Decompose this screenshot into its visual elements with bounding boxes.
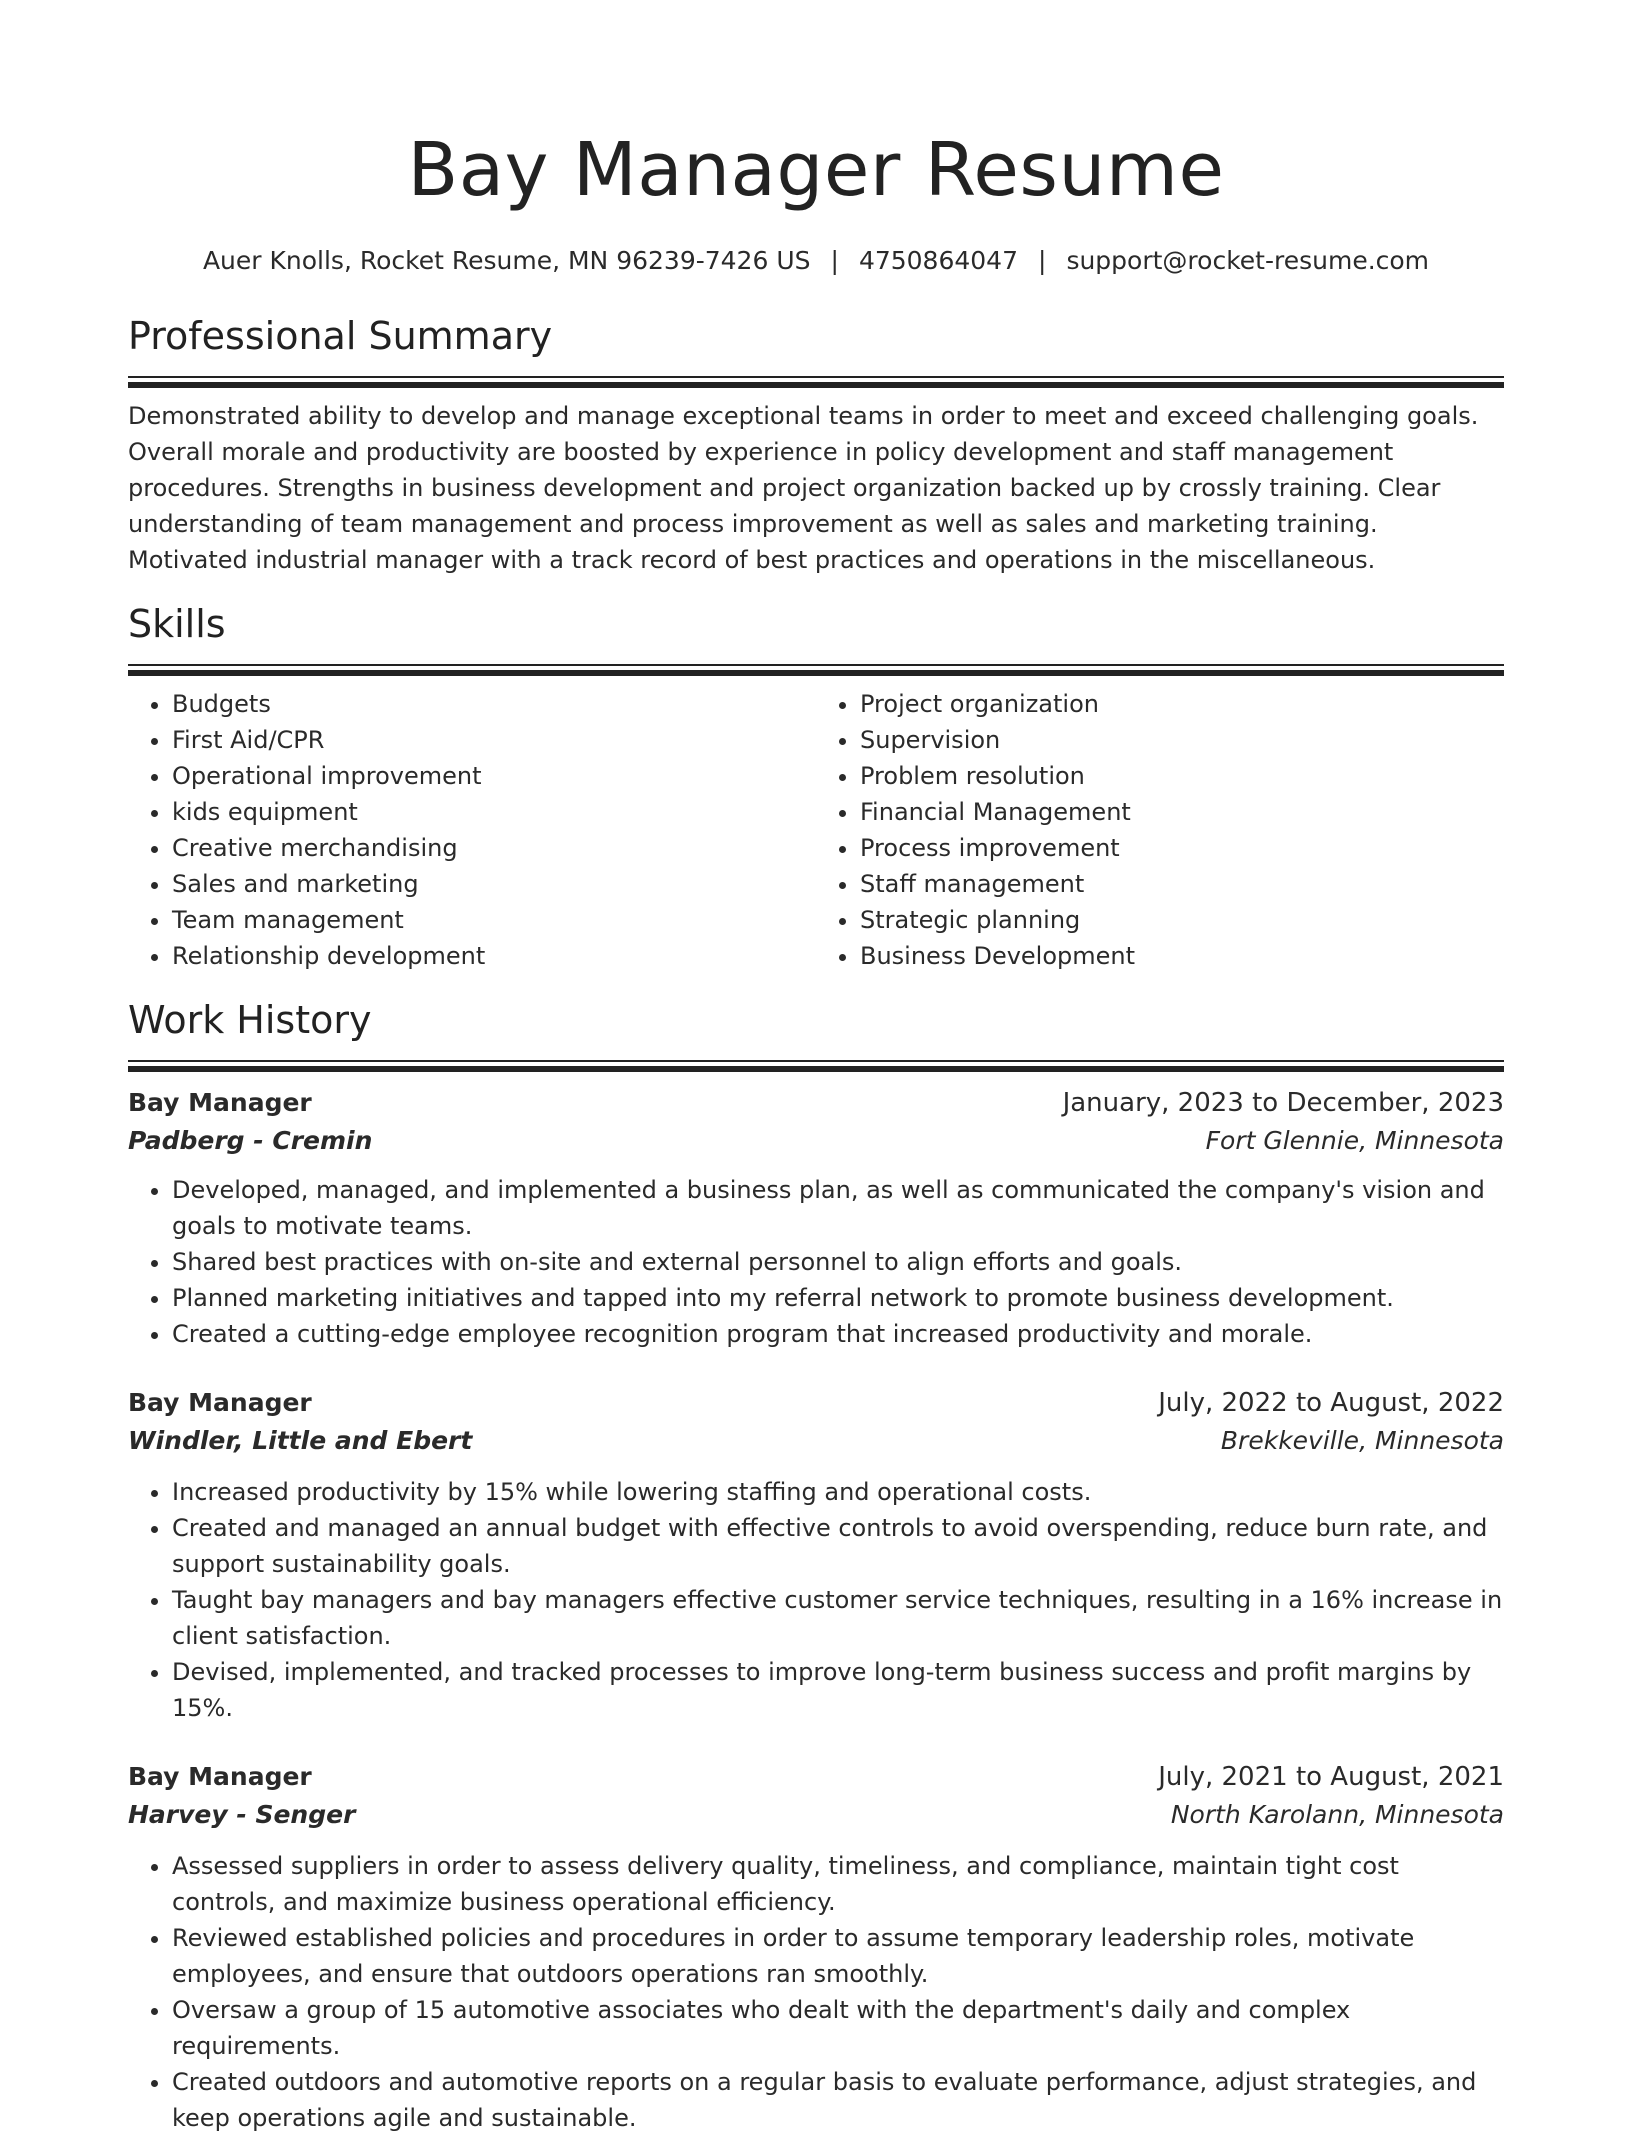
job-bullet: • Assessed suppliers in order to assess delivery quality, timeliness, and compliance, maintain tight cost controls, and maximize business operational efficiency.	[172, 1848, 1504, 1920]
job-dates: July, 2022 to August, 2022	[1158, 1388, 1504, 1418]
section-divider	[128, 376, 1504, 388]
job-bullet: • Taught bay managers and bay managers effective customer service techniques, resulting in a 16% increase in client satisfaction.	[172, 1582, 1504, 1654]
summary-text: Demonstrated ability to develop and manage exceptional teams in order to meet and exceed challenging goals. Overall morale and productivity are boosted by experience in policy development and staff management procedures. Strengths in business development and project organization backed up by crossly training. Clear understanding of team management and process improvement as well as sales and marketing training. Motivated industrial manager with a track record of best practices and operations in the miscellaneous.	[128, 402, 1479, 574]
job-bullet: • Created outdoors and automotive reports on a regular basis to evaluate performance, adjust strategies, and keep operations agile and sustainable.	[172, 2064, 1504, 2136]
job-bullets	[128, 1848, 1504, 2136]
skill-item: • Financial Management	[860, 794, 1504, 830]
skill-item: • Creative merchandising	[172, 830, 816, 866]
job-subheader	[128, 1796, 1504, 1834]
resume-title: Bay Manager Resume	[407, 127, 1225, 213]
section-divider	[128, 664, 1504, 676]
job-bullet: • Created a cutting-edge employee recognition program that increased productivity and morale.	[172, 1316, 1504, 1352]
job-subheader	[128, 1122, 1504, 1160]
skill-item: • Budgets	[172, 686, 816, 722]
job-bullets	[128, 1172, 1504, 1352]
skill-item: • Staff management	[860, 866, 1504, 902]
job-company: Windler, Little and Ebert	[128, 1426, 473, 1455]
skills-section	[128, 600, 1504, 974]
contact-separator: |	[1038, 246, 1047, 275]
skill-item: • Team management	[172, 902, 816, 938]
job-header	[128, 1384, 1504, 1422]
job-company: Harvey - Senger	[128, 1800, 356, 1829]
skill-item: • Strategic planning	[860, 902, 1504, 938]
job-subheader	[128, 1422, 1504, 1460]
skills-list-right	[816, 686, 1504, 974]
job-location: Brekkeville, Minnesota	[1220, 1426, 1504, 1455]
job-bullet: • Developed, managed, and implemented a business plan, as well as communicated the company's vision and goals to motivate teams.	[172, 1172, 1504, 1244]
skill-item: • Supervision	[860, 722, 1504, 758]
job-bullet: • Devised, implemented, and tracked processes to improve long-term business success and profit margins by 15%.	[172, 1654, 1504, 1726]
section-heading-summary: Professional Summary	[128, 314, 553, 358]
section-heading-work-history: Work History	[128, 998, 372, 1042]
skill-item: • Process improvement	[860, 830, 1504, 866]
section-divider	[128, 1060, 1504, 1072]
job-bullet: • Planned marketing initiatives and tapped into my referral network to promote business development.	[172, 1280, 1504, 1316]
skill-item: • Relationship development	[172, 938, 816, 974]
job-bullets	[128, 1474, 1504, 1726]
job-bullet: • Increased productivity by 15% while lowering staffing and operational costs.	[172, 1474, 1504, 1510]
job-dates: July, 2021 to August, 2021	[1158, 1762, 1504, 1792]
skill-item: • kids equipment	[172, 794, 816, 830]
job-title: Bay Manager	[128, 1762, 312, 1791]
contact-separator: |	[830, 246, 839, 275]
summary-section	[128, 312, 1504, 578]
contact-line	[128, 246, 1504, 276]
skill-item: • Problem resolution	[860, 758, 1504, 794]
job-entry	[128, 1758, 1504, 2136]
job-location: North Karolann, Minnesota	[1170, 1800, 1504, 1829]
contact-email[interactable]: support@rocket-resume.com	[1066, 246, 1430, 275]
job-dates: January, 2023 to December, 2023	[1062, 1088, 1504, 1118]
job-bullet: • Shared best practices with on-site and external personnel to align efforts and goals.	[172, 1244, 1504, 1280]
skill-item: • Operational improvement	[172, 758, 816, 794]
job-company: Padberg - Cremin	[128, 1126, 373, 1155]
skill-item: • Project organization	[860, 686, 1504, 722]
contact-address: Auer Knolls, Rocket Resume, MN 96239-7426 US	[202, 246, 811, 275]
skills-columns	[128, 686, 1504, 974]
skills-list-left	[128, 686, 816, 974]
job-title: Bay Manager	[128, 1088, 312, 1117]
contact-phone: 4750864047	[858, 246, 1018, 275]
work-history-section	[128, 996, 1504, 2136]
job-header	[128, 1084, 1504, 1122]
job-entry	[128, 1084, 1504, 1352]
job-bullet: • Oversaw a group of 15 automotive associates who dealt with the department's daily and complex requirements.	[172, 1992, 1504, 2064]
job-bullet: • Reviewed established policies and procedures in order to assume temporary leadership roles, motivate employees, and ensure that outdoors operations ran smoothly.	[172, 1920, 1504, 1992]
section-heading-skills: Skills	[128, 602, 226, 646]
job-header	[128, 1758, 1504, 1796]
skill-item: • First Aid/CPR	[172, 722, 816, 758]
job-title: Bay Manager	[128, 1388, 312, 1417]
skill-item: • Sales and marketing	[172, 866, 816, 902]
skill-item: • Business Development	[860, 938, 1504, 974]
job-bullet: • Created and managed an annual budget with effective controls to avoid overspending, reduce burn rate, and support sustainability goals.	[172, 1510, 1504, 1582]
job-location: Fort Glennie, Minnesota	[1205, 1126, 1504, 1155]
job-entry	[128, 1384, 1504, 1726]
